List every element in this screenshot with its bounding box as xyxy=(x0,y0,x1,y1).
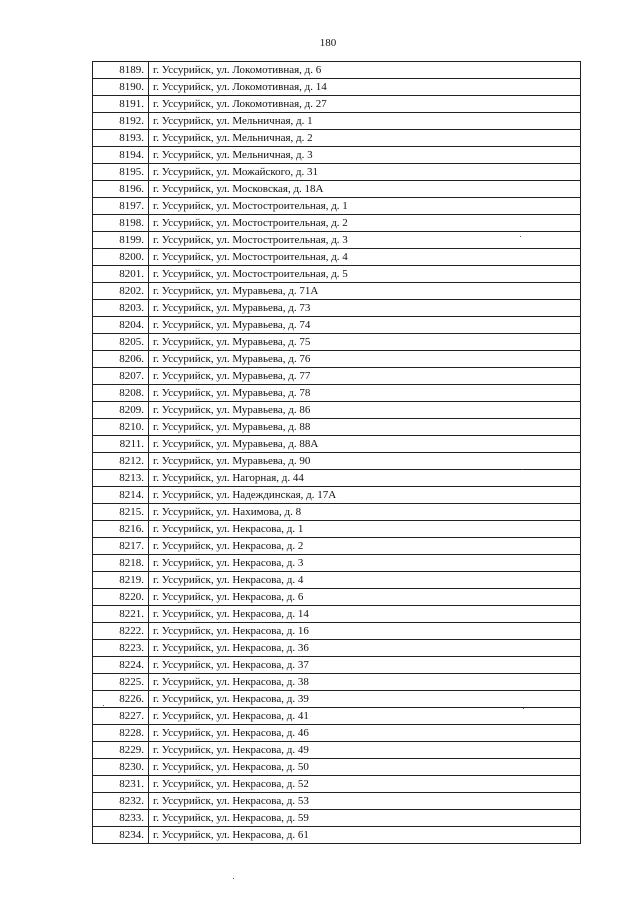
row-number-cell: 8229. xyxy=(93,742,149,759)
address-cell: г. Уссурийск, ул. Некрасова, д. 1 xyxy=(149,521,581,538)
row-number-cell: 8191. xyxy=(93,96,149,113)
scan-speck xyxy=(103,705,104,706)
address-cell: г. Уссурийск, ул. Муравьева, д. 86 xyxy=(149,402,581,419)
table-row xyxy=(93,453,581,470)
address-cell: г. Уссурийск, ул. Мостостроительная, д. 3 xyxy=(149,232,581,249)
table-row xyxy=(93,640,581,657)
address-cell: г. Уссурийск, ул. Мостостроительная, д. 4 xyxy=(149,249,581,266)
address-cell: г. Уссурийск, ул. Некрасова, д. 39 xyxy=(149,691,581,708)
table-row xyxy=(93,555,581,572)
row-number-cell: 8206. xyxy=(93,351,149,368)
address-cell: г. Уссурийск, ул. Мельничная, д. 2 xyxy=(149,130,581,147)
address-cell: г. Уссурийск, ул. Некрасова, д. 52 xyxy=(149,776,581,793)
row-number-cell: 8205. xyxy=(93,334,149,351)
address-cell: г. Уссурийск, ул. Некрасова, д. 14 xyxy=(149,606,581,623)
table-row xyxy=(93,130,581,147)
row-number-cell: 8214. xyxy=(93,487,149,504)
row-number-cell: 8220. xyxy=(93,589,149,606)
table-row xyxy=(93,521,581,538)
address-cell: г. Уссурийск, ул. Некрасова, д. 38 xyxy=(149,674,581,691)
address-cell: г. Уссурийск, ул. Некрасова, д. 2 xyxy=(149,538,581,555)
table-row xyxy=(93,300,581,317)
row-number-cell: 8230. xyxy=(93,759,149,776)
address-cell: г. Уссурийск, ул. Некрасова, д. 61 xyxy=(149,827,581,844)
table-row xyxy=(93,266,581,283)
table-row xyxy=(93,538,581,555)
row-number-cell: 8213. xyxy=(93,470,149,487)
row-number-cell: 8189. xyxy=(93,62,149,79)
table-row xyxy=(93,419,581,436)
row-number-cell: 8210. xyxy=(93,419,149,436)
row-number-cell: 8218. xyxy=(93,555,149,572)
table-row xyxy=(93,691,581,708)
table-row xyxy=(93,249,581,266)
row-number-cell: 8217. xyxy=(93,538,149,555)
address-table xyxy=(92,61,581,844)
row-number-cell: 8195. xyxy=(93,164,149,181)
row-number-cell: 8215. xyxy=(93,504,149,521)
row-number-cell: 8223. xyxy=(93,640,149,657)
table-row xyxy=(93,742,581,759)
row-number-cell: 8212. xyxy=(93,453,149,470)
table-row xyxy=(93,827,581,844)
address-cell: г. Уссурийск, ул. Некрасова, д. 6 xyxy=(149,589,581,606)
address-cell: г. Уссурийск, ул. Нахимова, д. 8 xyxy=(149,504,581,521)
address-cell: г. Уссурийск, ул. Некрасова, д. 16 xyxy=(149,623,581,640)
address-cell: г. Уссурийск, ул. Муравьева, д. 90 xyxy=(149,453,581,470)
table-row xyxy=(93,385,581,402)
table-row xyxy=(93,470,581,487)
address-cell: г. Уссурийск, ул. Некрасова, д. 49 xyxy=(149,742,581,759)
page-number: 180 xyxy=(319,37,337,49)
scan-speck xyxy=(520,236,521,237)
table-row xyxy=(93,623,581,640)
row-number-cell: 8222. xyxy=(93,623,149,640)
scan-speck xyxy=(523,708,524,709)
table-row xyxy=(93,232,581,249)
table-row xyxy=(93,793,581,810)
row-number-cell: 8231. xyxy=(93,776,149,793)
table-row xyxy=(93,674,581,691)
row-number-cell: 8232. xyxy=(93,793,149,810)
table-row xyxy=(93,215,581,232)
table-row xyxy=(93,283,581,300)
address-cell: г. Уссурийск, ул. Муравьева, д. 88А xyxy=(149,436,581,453)
row-number-cell: 8202. xyxy=(93,283,149,300)
row-number-cell: 8203. xyxy=(93,300,149,317)
row-number-cell: 8198. xyxy=(93,215,149,232)
address-cell: г. Уссурийск, ул. Муравьева, д. 71А xyxy=(149,283,581,300)
table-row xyxy=(93,606,581,623)
row-number-cell: 8234. xyxy=(93,827,149,844)
table-row xyxy=(93,776,581,793)
table-row xyxy=(93,589,581,606)
scan-speck xyxy=(233,878,234,879)
table-row xyxy=(93,368,581,385)
table-row xyxy=(93,436,581,453)
table-row xyxy=(93,113,581,130)
address-cell: г. Уссурийск, ул. Муравьева, д. 88 xyxy=(149,419,581,436)
row-number-cell: 8225. xyxy=(93,674,149,691)
address-cell: г. Уссурийск, ул. Муравьева, д. 76 xyxy=(149,351,581,368)
address-cell: г. Уссурийск, ул. Муравьева, д. 77 xyxy=(149,368,581,385)
row-number-cell: 8204. xyxy=(93,317,149,334)
address-cell: г. Уссурийск, ул. Некрасова, д. 41 xyxy=(149,708,581,725)
address-cell: г. Уссурийск, ул. Мельничная, д. 1 xyxy=(149,113,581,130)
address-cell: г. Уссурийск, ул. Некрасова, д. 36 xyxy=(149,640,581,657)
address-cell: г. Уссурийск, ул. Нагорная, д. 44 xyxy=(149,470,581,487)
row-number-cell: 8216. xyxy=(93,521,149,538)
table-row xyxy=(93,198,581,215)
address-table-body xyxy=(93,62,581,844)
address-cell: г. Уссурийск, ул. Муравьева, д. 74 xyxy=(149,317,581,334)
address-cell: г. Уссурийск, ул. Муравьева, д. 73 xyxy=(149,300,581,317)
row-number-cell: 8207. xyxy=(93,368,149,385)
address-cell: г. Уссурийск, ул. Некрасова, д. 59 xyxy=(149,810,581,827)
scan-speck xyxy=(522,469,523,470)
table-row xyxy=(93,334,581,351)
table-row xyxy=(93,317,581,334)
row-number-cell: 8196. xyxy=(93,181,149,198)
table-row xyxy=(93,504,581,521)
row-number-cell: 8190. xyxy=(93,79,149,96)
table-row xyxy=(93,759,581,776)
address-cell: г. Уссурийск, ул. Некрасова, д. 4 xyxy=(149,572,581,589)
address-cell: г. Уссурийск, ул. Некрасова, д. 50 xyxy=(149,759,581,776)
address-cell: г. Уссурийск, ул. Муравьева, д. 75 xyxy=(149,334,581,351)
table-row xyxy=(93,96,581,113)
row-number-cell: 8200. xyxy=(93,249,149,266)
row-number-cell: 8193. xyxy=(93,130,149,147)
row-number-cell: 8201. xyxy=(93,266,149,283)
row-number-cell: 8209. xyxy=(93,402,149,419)
address-cell: г. Уссурийск, ул. Некрасова, д. 37 xyxy=(149,657,581,674)
table-row xyxy=(93,487,581,504)
table-row xyxy=(93,147,581,164)
table-row xyxy=(93,708,581,725)
address-cell: г. Уссурийск, ул. Мельничная, д. 3 xyxy=(149,147,581,164)
address-cell: г. Уссурийск, ул. Муравьева, д. 78 xyxy=(149,385,581,402)
table-row xyxy=(93,572,581,589)
row-number-cell: 8226. xyxy=(93,691,149,708)
row-number-cell: 8227. xyxy=(93,708,149,725)
address-cell: г. Уссурийск, ул. Надеждинская, д. 17А xyxy=(149,487,581,504)
table-row xyxy=(93,810,581,827)
address-cell: г. Уссурийск, ул. Некрасова, д. 3 xyxy=(149,555,581,572)
row-number-cell: 8192. xyxy=(93,113,149,130)
table-row xyxy=(93,402,581,419)
table-row xyxy=(93,164,581,181)
row-number-cell: 8199. xyxy=(93,232,149,249)
address-cell: г. Уссурийск, ул. Московская, д. 18А xyxy=(149,181,581,198)
address-cell: г. Уссурийск, ул. Мостостроительная, д. 1 xyxy=(149,198,581,215)
table-row xyxy=(93,181,581,198)
table-row xyxy=(93,351,581,368)
row-number-cell: 8194. xyxy=(93,147,149,164)
address-cell: г. Уссурийск, ул. Локомотивная, д. 6 xyxy=(149,62,581,79)
row-number-cell: 8221. xyxy=(93,606,149,623)
row-number-cell: 8224. xyxy=(93,657,149,674)
address-cell: г. Уссурийск, ул. Мостостроительная, д. 5 xyxy=(149,266,581,283)
address-cell: г. Уссурийск, ул. Локомотивная, д. 27 xyxy=(149,96,581,113)
table-row xyxy=(93,79,581,96)
row-number-cell: 8228. xyxy=(93,725,149,742)
address-cell: г. Уссурийск, ул. Некрасова, д. 53 xyxy=(149,793,581,810)
address-cell: г. Уссурийск, ул. Мостостроительная, д. 2 xyxy=(149,215,581,232)
row-number-cell: 8219. xyxy=(93,572,149,589)
table-row xyxy=(93,62,581,79)
table-row xyxy=(93,725,581,742)
row-number-cell: 8208. xyxy=(93,385,149,402)
address-cell: г. Уссурийск, ул. Можайского, д. 31 xyxy=(149,164,581,181)
address-cell: г. Уссурийск, ул. Некрасова, д. 46 xyxy=(149,725,581,742)
row-number-cell: 8211. xyxy=(93,436,149,453)
row-number-cell: 8233. xyxy=(93,810,149,827)
row-number-cell: 8197. xyxy=(93,198,149,215)
table-row xyxy=(93,657,581,674)
address-cell: г. Уссурийск, ул. Локомотивная, д. 14 xyxy=(149,79,581,96)
